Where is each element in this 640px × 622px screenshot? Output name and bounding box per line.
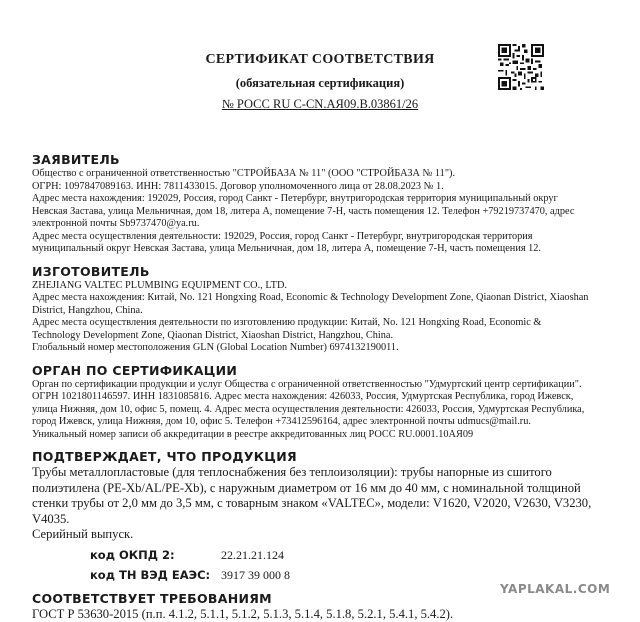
product-description-line: полиэтилена (PE-Xb/AL/PE-Xb), с наружным диаметром от 16 мм до 40 мм, с номинальной толщиной — [32, 481, 612, 497]
applicant-line: Адрес места нахождения: 192029, Россия, город Санкт - Петербург, внутригородская территория муниципальный округ — [32, 193, 612, 206]
manufacturer-line: Адрес места нахождения: Китай, No. 121 Hongxing Road, Economic & Technology Development Zone, Qiaonan District, Xiaoshan — [32, 292, 612, 305]
product-description-line: стенки трубы от 2,0 мм до 3,5 мм, с товарным знаком «VALTEC», модели: V1620, V2020, V2630, V3230, — [32, 496, 612, 512]
product-description-line: Трубы металлопластовые (для теплоснабжения без теплоизоляции): трубы напорные из сшитого — [32, 465, 612, 481]
certificate-header — [150, 52, 490, 112]
certification-body-line: Уникальный номер записи об аккредитации в реестре аккредитованных лиц РОСС RU.0001.10АЯ09 — [32, 429, 612, 442]
applicant-line: Адрес места осуществления деятельности: 192029, Россия, город Санкт - Петербург, внутригородская территория — [32, 231, 612, 244]
serial-production-note: Серийный выпуск. — [32, 527, 612, 543]
manufacturer-heading: ИЗГОТОВИТЕЛЬ — [32, 264, 612, 279]
requirements-heading: СООТВЕТСТВУЕТ ТРЕБОВАНИЯМ — [32, 591, 612, 606]
certification-body-line: ОГРН 1021801146597. ИНН 1831085816. Адрес места нахождения: 426033, Россия, Удмуртская Республика, город Ижевск, — [32, 391, 612, 404]
certification-body-line: город Ижевск, улица Нижняя, дом 10, офис 5. Телефон +73412596164, адрес электронной почты udmucs@mail.ru. — [32, 416, 612, 429]
okpd2-code-row — [32, 548, 612, 563]
tnved-code-row — [32, 568, 612, 583]
certification-body-line: Орган по сертификации продукции и услуг Общества с ограниченной ответственностью "Удмуртский центр сертификации". — [32, 379, 612, 392]
certificate-number: № РОСС RU С-CN.АЯ09.В.03861/26 — [150, 97, 490, 112]
product-description-line: V4035. — [32, 512, 612, 528]
certificate-title: СЕРТИФИКАТ СООТВЕТСТВИЯ — [150, 52, 490, 68]
tnved-code-value: 3917 39 000 8 — [221, 568, 290, 582]
applicant-line: Общество с ограниченной ответственностью "СТРОЙБАЗА № 11" (ООО "СТРОЙБАЗА № 11"). — [32, 168, 612, 181]
certificate-subtitle: (обязательная сертификация) — [150, 76, 490, 91]
manufacturer-line: Адрес места осуществления деятельности по изготовлению продукции: Китай, No. 121 Hongxing Road, Economic & — [32, 317, 612, 330]
applicant-line: муниципальный округ Невская Застава, улица Мельничная, дом 18, литера А, помещение 7-Н, часть помещения 12. — [32, 243, 612, 256]
certificate-body — [32, 152, 612, 622]
okpd2-code-label: код ОКПД 2: — [32, 548, 218, 563]
product-heading: ПОДТВЕРЖДАЕТ, ЧТО ПРОДУКЦИЯ — [32, 449, 612, 464]
applicant-line: электронной почты Sb9737470@ya.ru. — [32, 218, 612, 231]
tnved-code-label: код ТН ВЭД ЕАЭС: — [32, 568, 218, 583]
certification-body-heading: ОРГАН ПО СЕРТИФИКАЦИИ — [32, 363, 612, 378]
manufacturer-line: Technology Development Zone, Qiaonan District, Xiaoshan District, Hangzhou, China. — [32, 330, 612, 343]
manufacturer-line: ZHEJIANG VALTEC PLUMBING EQUIPMENT CO., LTD. — [32, 280, 612, 293]
qr-code-icon — [498, 44, 544, 90]
manufacturer-line: Глобальный номер местоположения GLN (Global Location Number) 6974132190011. — [32, 342, 612, 355]
applicant-heading: ЗАЯВИТЕЛЬ — [32, 152, 612, 167]
applicant-line: ОГРН: 1097847089163. ИНН: 7811433015. Договор уполномоченного лица от 28.08.2023 № 1. — [32, 181, 612, 194]
requirements-line: ГОСТ Р 53630-2015 (п.п. 4.1.2, 5.1.1, 5.1.2, 5.1.3, 5.1.4, 5.1.8, 5.2.1, 5.4.1, 5.4.2). — [32, 607, 612, 622]
applicant-line: Невская Застава, улица Мельничная, дом 18, литера А, помещение 7-Н, часть помещения 12. Телефон +79219737470, адрес — [32, 206, 612, 219]
okpd2-code-value: 22.21.21.124 — [221, 548, 284, 562]
certification-body-line: улица Нижняя, дом 10, офис 5, помещ. 4. Адрес места осуществления деятельности: 426033, Россия, Удмуртская Республика, — [32, 404, 612, 417]
watermark-text: YAPLAKAL.COM — [500, 582, 610, 596]
manufacturer-line: District, Hangzhou, China. — [32, 305, 612, 318]
